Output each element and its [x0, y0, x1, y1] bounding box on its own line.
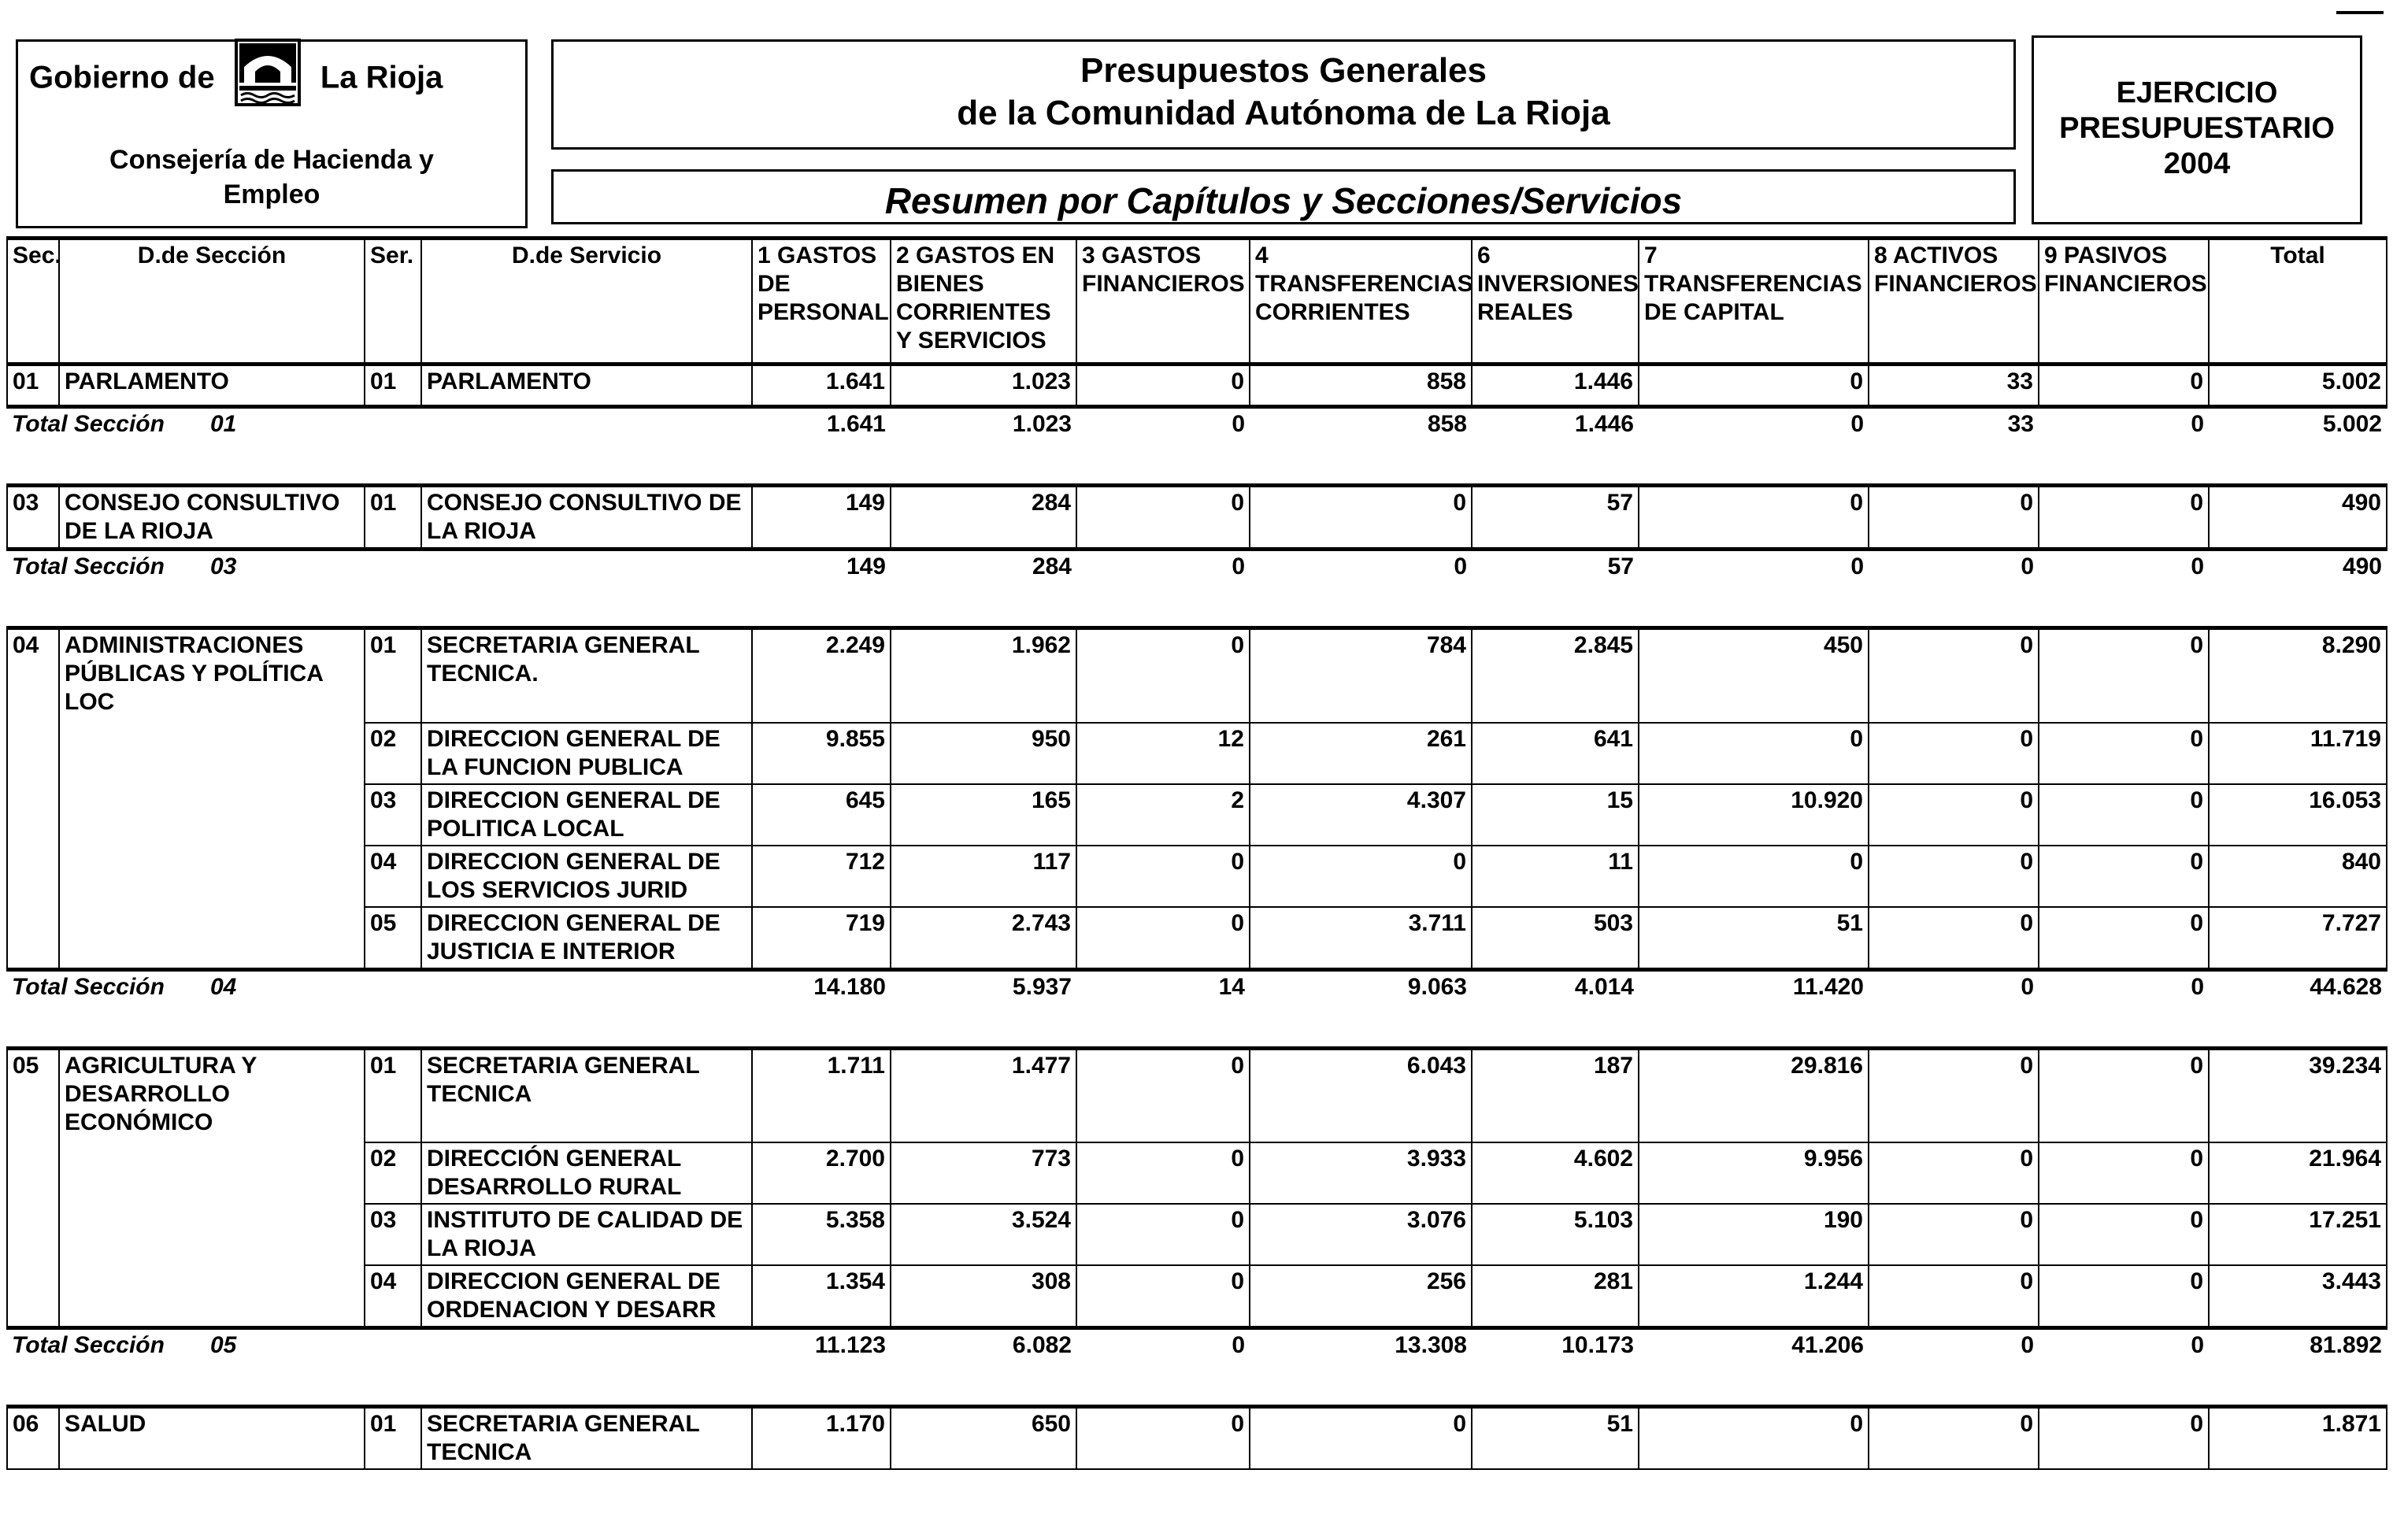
government-title — [29, 53, 443, 106]
total-label-text: Total Sección — [12, 411, 165, 437]
amount-cell: 3.933 — [1250, 1142, 1472, 1204]
amount-cell: 773 — [891, 1142, 1076, 1204]
section-name: PARLAMENTO — [59, 365, 365, 407]
table-row — [7, 1265, 2387, 1328]
amount-cell: 0 — [1869, 784, 2039, 846]
section-code: 01 — [7, 365, 59, 407]
corner-mark — [2336, 11, 2384, 14]
table-row — [7, 1142, 2387, 1204]
amount-cell: 1.446 — [1472, 365, 1639, 407]
department-line-2: Empleo — [223, 180, 320, 209]
amount-cell: 0 — [1639, 486, 1869, 550]
col-header-cap7: 7 TRANSFERENCIAS DE CAPITAL — [1639, 239, 1869, 365]
amount-cell: 190 — [1639, 1204, 1869, 1265]
amount-cell: 2.845 — [1472, 628, 1639, 723]
total-amount-cell: 0 — [1869, 969, 2039, 1048]
amount-cell: 0 — [1639, 1407, 1869, 1470]
amount-cell: 490 — [2209, 486, 2387, 550]
amount-cell: 0 — [1869, 1407, 2039, 1470]
total-amount-cell: 81.892 — [2209, 1328, 2387, 1407]
col-header-service-name: D.de Servicio — [421, 239, 752, 365]
year-line-2: PRESUPUESTARIO — [2059, 112, 2335, 145]
amount-cell: 0 — [2039, 1265, 2209, 1328]
total-amount-cell: 1.023 — [891, 407, 1076, 486]
amount-cell: 0 — [1869, 486, 2039, 550]
total-amount-cell: 284 — [891, 550, 1076, 628]
service-code: 01 — [365, 486, 421, 550]
total-amount-cell: 0 — [2039, 969, 2209, 1048]
amount-cell: 503 — [1472, 907, 1639, 970]
amount-cell: 450 — [1639, 628, 1869, 723]
total-amount-cell: 10.173 — [1472, 1328, 1639, 1407]
amount-cell: 1.962 — [891, 628, 1076, 723]
amount-cell: 0 — [1250, 846, 1472, 907]
col-header-cap9: 9 PASIVOS FINANCIEROS — [2039, 239, 2209, 365]
amount-cell: 33 — [1869, 365, 2039, 407]
service-name: PARLAMENTO — [421, 365, 752, 407]
amount-cell: 57 — [1472, 486, 1639, 550]
fiscal-year-box — [2032, 35, 2362, 224]
amount-cell: 0 — [2039, 628, 2209, 723]
service-name: DIRECCION GENERAL DE LA FUNCION PUBLICA — [421, 723, 752, 784]
amount-cell: 858 — [1250, 365, 1472, 407]
gov-right-text: La Rioja — [320, 60, 443, 95]
amount-cell: 712 — [752, 846, 891, 907]
subtitle: Resumen por Capítulos y Secciones/Servicios — [884, 180, 1683, 221]
table-row — [7, 784, 2387, 846]
table-row — [7, 1407, 2387, 1470]
section-total-label — [7, 407, 752, 486]
amount-cell: 0 — [1076, 365, 1250, 407]
amount-cell: 4.602 — [1472, 1142, 1639, 1204]
service-name: SECRETARIA GENERAL TECNICA. — [421, 628, 752, 723]
table-row — [7, 365, 2387, 407]
section-code: 04 — [7, 628, 59, 970]
amount-cell: 5.103 — [1472, 1204, 1639, 1265]
amount-cell: 261 — [1250, 723, 1472, 784]
total-amount-cell: 0 — [1639, 550, 1869, 628]
amount-cell: 10.920 — [1639, 784, 1869, 846]
amount-cell: 12 — [1076, 723, 1250, 784]
service-name: DIRECCION GENERAL DE JUSTICIA E INTERIOR — [421, 907, 752, 970]
government-box — [16, 39, 528, 228]
amount-cell: 1.244 — [1639, 1265, 1869, 1328]
table-row — [7, 907, 2387, 970]
col-header-cap4: 4 TRANSFERENCIAS CORRIENTES — [1250, 239, 1472, 365]
total-amount-cell: 0 — [1076, 1328, 1250, 1407]
amount-cell: 0 — [2039, 486, 2209, 550]
col-header-cap2: 2 GASTOS EN BIENES CORRIENTES Y SERVICIOS — [891, 239, 1076, 365]
amount-cell: 1.477 — [891, 1048, 1076, 1142]
amount-cell: 0 — [1639, 723, 1869, 784]
total-amount-cell: 57 — [1472, 550, 1639, 628]
service-code: 01 — [365, 365, 421, 407]
amount-cell: 5.358 — [752, 1204, 891, 1265]
amount-cell: 3.443 — [2209, 1265, 2387, 1328]
amount-cell: 0 — [1076, 486, 1250, 550]
section-code: 06 — [7, 1407, 59, 1470]
amount-cell: 2.743 — [891, 907, 1076, 970]
section-total-label — [7, 550, 752, 628]
amount-cell: 840 — [2209, 846, 2387, 907]
table-body — [7, 365, 2387, 1470]
section-name: SALUD — [59, 1407, 365, 1470]
total-amount-cell: 5.002 — [2209, 407, 2387, 486]
service-code: 02 — [365, 723, 421, 784]
section-name: CONSEJO CONSULTIVO DE LA RIOJA — [59, 486, 365, 550]
amount-cell: 256 — [1250, 1265, 1472, 1328]
amount-cell: 8.290 — [2209, 628, 2387, 723]
amount-cell: 11 — [1472, 846, 1639, 907]
amount-cell: 0 — [2039, 907, 2209, 970]
amount-cell: 2 — [1076, 784, 1250, 846]
col-header-ser: Ser. — [365, 239, 421, 365]
amount-cell: 3.524 — [891, 1204, 1076, 1265]
col-header-sec: Sec. — [7, 239, 59, 365]
amount-cell: 9.855 — [752, 723, 891, 784]
amount-cell: 0 — [1869, 1048, 2039, 1142]
total-amount-cell: 0 — [1869, 1328, 2039, 1407]
service-code: 03 — [365, 784, 421, 846]
amount-cell: 784 — [1250, 628, 1472, 723]
total-amount-cell: 13.308 — [1250, 1328, 1472, 1407]
total-amount-cell: 858 — [1250, 407, 1472, 486]
total-amount-cell: 1.641 — [752, 407, 891, 486]
amount-cell: 29.816 — [1639, 1048, 1869, 1142]
amount-cell: 0 — [1250, 486, 1472, 550]
table-row — [7, 1204, 2387, 1265]
service-code: 01 — [365, 1048, 421, 1142]
amount-cell: 2.700 — [752, 1142, 891, 1204]
total-amount-cell: 4.014 — [1472, 969, 1639, 1048]
amount-cell: 1.023 — [891, 365, 1076, 407]
amount-cell: 0 — [2039, 784, 2209, 846]
total-section-number: 01 — [209, 411, 237, 437]
amount-cell: 16.053 — [2209, 784, 2387, 846]
col-header-cap1: 1 GASTOS DE PERSONAL — [752, 239, 891, 365]
section-code: 03 — [7, 486, 59, 550]
title-line-2: de la Comunidad Autónoma de La Rioja — [957, 94, 1610, 132]
table-row — [7, 1048, 2387, 1142]
total-amount-cell: 0 — [1869, 550, 2039, 628]
section-name: ADMINISTRACIONES PÚBLICAS Y POLÍTICA LOC — [59, 628, 365, 970]
service-code: 04 — [365, 1265, 421, 1328]
amount-cell: 0 — [1076, 1204, 1250, 1265]
amount-cell: 0 — [1076, 1407, 1250, 1470]
amount-cell: 1.354 — [752, 1265, 891, 1328]
total-amount-cell: 41.206 — [1639, 1328, 1869, 1407]
title-line-1: Presupuestos Generales — [1080, 51, 1487, 90]
amount-cell: 641 — [1472, 723, 1639, 784]
total-amount-cell: 11.420 — [1639, 969, 1869, 1048]
amount-cell: 0 — [1076, 846, 1250, 907]
amount-cell: 0 — [1639, 365, 1869, 407]
year-line-1: EJERCICIO — [2116, 76, 2278, 109]
amount-cell: 650 — [891, 1407, 1076, 1470]
amount-cell: 950 — [891, 723, 1076, 784]
amount-cell: 0 — [1869, 846, 2039, 907]
year-line-3: 2004 — [2163, 147, 2231, 180]
amount-cell: 117 — [891, 846, 1076, 907]
amount-cell: 9.956 — [1639, 1142, 1869, 1204]
table-row — [7, 846, 2387, 907]
total-amount-cell: 149 — [752, 550, 891, 628]
service-name: SECRETARIA GENERAL TECNICA — [421, 1407, 752, 1470]
total-amount-cell: 0 — [1250, 550, 1472, 628]
col-header-cap6: 6 INVERSIONES REALES — [1472, 239, 1639, 365]
service-name: DIRECCION GENERAL DE ORDENACION Y DESARR — [421, 1265, 752, 1328]
total-amount-cell: 490 — [2209, 550, 2387, 628]
service-code: 05 — [365, 907, 421, 970]
section-total-label — [7, 969, 752, 1048]
amount-cell: 21.964 — [2209, 1142, 2387, 1204]
total-amount-cell: 0 — [1076, 550, 1250, 628]
amount-cell: 0 — [1076, 907, 1250, 970]
service-code: 04 — [365, 846, 421, 907]
subtitle-box — [551, 169, 2016, 224]
amount-cell: 1.711 — [752, 1048, 891, 1142]
amount-cell: 51 — [1639, 907, 1869, 970]
section-name: AGRICULTURA Y DESARROLLO ECONÓMICO — [59, 1048, 365, 1328]
service-name: DIRECCION GENERAL DE POLITICA LOCAL — [421, 784, 752, 846]
department-line-1: Consejería de Hacienda y — [109, 145, 434, 175]
total-amount-cell: 14 — [1076, 969, 1250, 1048]
amount-cell: 7.727 — [2209, 907, 2387, 970]
amount-cell: 284 — [891, 486, 1076, 550]
service-code: 02 — [365, 1142, 421, 1204]
total-label-text: Total Sección — [12, 973, 165, 1000]
amount-cell: 165 — [891, 784, 1076, 846]
total-amount-cell: 1.446 — [1472, 407, 1639, 486]
service-name: DIRECCIÓN GENERAL DESARROLLO RURAL — [421, 1142, 752, 1204]
table-header-row — [7, 239, 2387, 365]
amount-cell: 3.076 — [1250, 1204, 1472, 1265]
section-code: 05 — [7, 1048, 59, 1328]
total-amount-cell: 14.180 — [752, 969, 891, 1048]
amount-cell: 11.719 — [2209, 723, 2387, 784]
amount-cell: 149 — [752, 486, 891, 550]
total-amount-cell: 0 — [1076, 407, 1250, 486]
amount-cell: 281 — [1472, 1265, 1639, 1328]
service-code: 01 — [365, 1407, 421, 1470]
amount-cell: 17.251 — [2209, 1204, 2387, 1265]
table-row — [7, 628, 2387, 723]
col-header-cap8: 8 ACTIVOS FINANCIEROS — [1869, 239, 2039, 365]
amount-cell: 0 — [2039, 365, 2209, 407]
fiscal-year-label — [2034, 76, 2360, 182]
amount-cell: 51 — [1472, 1407, 1639, 1470]
total-amount-cell: 0 — [2039, 1328, 2209, 1407]
service-code: 01 — [365, 628, 421, 723]
amount-cell: 6.043 — [1250, 1048, 1472, 1142]
total-amount-cell: 6.082 — [891, 1328, 1076, 1407]
amount-cell: 0 — [1076, 1265, 1250, 1328]
total-amount-cell: 0 — [2039, 407, 2209, 486]
amount-cell: 1.170 — [752, 1407, 891, 1470]
total-amount-cell: 44.628 — [2209, 969, 2387, 1048]
amount-cell: 0 — [2039, 1204, 2209, 1265]
amount-cell: 1.641 — [752, 365, 891, 407]
amount-cell: 0 — [2039, 846, 2209, 907]
amount-cell: 0 — [1869, 1265, 2039, 1328]
total-amount-cell: 0 — [2039, 550, 2209, 628]
total-amount-cell: 9.063 — [1250, 969, 1472, 1048]
service-name: CONSEJO CONSULTIVO DE LA RIOJA — [421, 486, 752, 550]
col-header-section-name: D.de Sección — [59, 239, 365, 365]
col-header-total: Total — [2209, 239, 2387, 365]
total-amount-cell: 0 — [1639, 407, 1869, 486]
amount-cell: 0 — [1869, 1204, 2039, 1265]
amount-cell: 0 — [1076, 628, 1250, 723]
amount-cell: 0 — [1250, 1407, 1472, 1470]
amount-cell: 0 — [2039, 1407, 2209, 1470]
amount-cell: 0 — [1076, 1142, 1250, 1204]
amount-cell: 5.002 — [2209, 365, 2387, 407]
total-amount-cell: 33 — [1869, 407, 2039, 486]
total-amount-cell: 11.123 — [752, 1328, 891, 1407]
title-box — [551, 39, 2016, 150]
amount-cell: 645 — [752, 784, 891, 846]
amount-cell: 0 — [1869, 628, 2039, 723]
total-label-text: Total Sección — [12, 553, 165, 579]
amount-cell: 719 — [752, 907, 891, 970]
la-rioja-emblem-icon — [235, 39, 301, 106]
service-name: INSTITUTO DE CALIDAD DE LA RIOJA — [421, 1204, 752, 1265]
section-total-row — [7, 550, 2387, 628]
amount-cell: 3.711 — [1250, 907, 1472, 970]
section-total-row — [7, 407, 2387, 486]
service-name: SECRETARIA GENERAL TECNICA — [421, 1048, 752, 1142]
amount-cell: 187 — [1472, 1048, 1639, 1142]
amount-cell: 2.249 — [752, 628, 891, 723]
total-label-text: Total Sección — [12, 1332, 165, 1358]
table-row — [7, 723, 2387, 784]
amount-cell: 4.307 — [1250, 784, 1472, 846]
amount-cell: 0 — [2039, 1142, 2209, 1204]
gov-left-text: Gobierno de — [29, 60, 215, 95]
amount-cell: 0 — [1076, 1048, 1250, 1142]
table-row — [7, 486, 2387, 550]
department-name — [18, 143, 525, 212]
amount-cell: 15 — [1472, 784, 1639, 846]
amount-cell: 0 — [2039, 1048, 2209, 1142]
total-section-number: 03 — [209, 553, 237, 579]
total-section-number: 05 — [209, 1332, 237, 1358]
amount-cell: 39.234 — [2209, 1048, 2387, 1142]
total-section-number: 04 — [209, 973, 237, 1000]
service-code: 03 — [365, 1204, 421, 1265]
amount-cell: 0 — [1869, 907, 2039, 970]
section-total-row — [7, 1328, 2387, 1407]
col-header-cap3: 3 GASTOS FINANCIEROS — [1076, 239, 1250, 365]
amount-cell: 1.871 — [2209, 1407, 2387, 1470]
section-total-row — [7, 969, 2387, 1048]
total-amount-cell: 5.937 — [891, 969, 1076, 1048]
amount-cell: 308 — [891, 1265, 1076, 1328]
budget-table — [6, 236, 2387, 1470]
amount-cell: 0 — [1639, 846, 1869, 907]
section-total-label — [7, 1328, 752, 1407]
service-name: DIRECCION GENERAL DE LOS SERVICIOS JURID — [421, 846, 752, 907]
amount-cell: 0 — [1869, 1142, 2039, 1204]
amount-cell: 0 — [2039, 723, 2209, 784]
amount-cell: 0 — [1869, 723, 2039, 784]
